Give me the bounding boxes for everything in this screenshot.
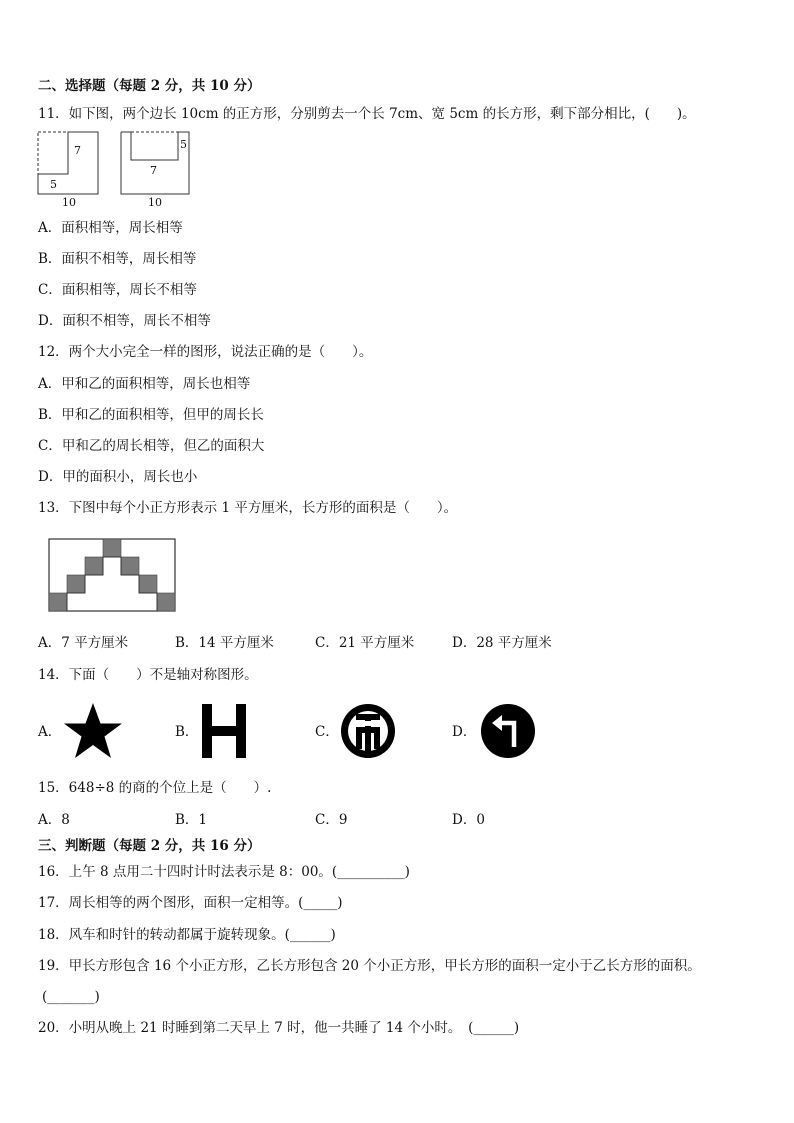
q14-option-a-label: A．	[38, 724, 62, 740]
section-heading-judge: 三、判断题（每题 2 分，共 16 分）	[38, 838, 261, 854]
star-icon	[62, 702, 124, 760]
q13-square	[103, 539, 121, 557]
q13-square	[121, 557, 139, 575]
q11-stem: 11．如下图，两个边长 10cm 的正方形，分别剪去一个长 7cm、宽 5cm 的长方形，剩下部分相比，( )。	[38, 106, 696, 122]
q13-option-c: C．21 平方厘米	[315, 635, 415, 651]
q12-stem: 12．两个大小完全一样的图形，说法正确的是（ ）。	[38, 344, 373, 360]
judge-item-20: 20．小明从晚上 21 时睡到第二天早上 7 时，他一共睡了 14 个小时。 (______)	[38, 1020, 520, 1036]
q11-option-d: D．面积不相等，周长不相等	[38, 313, 211, 329]
judge-item-16: 16．上午 8 点用二十四时计时法表示是 8：00。(__________)	[38, 864, 410, 880]
q11-option-c: C．面积相等，周长不相等	[38, 282, 197, 298]
q11-left-square	[38, 132, 98, 194]
q11-right-label-7: 7	[150, 164, 157, 177]
q15-option-c: C．9	[315, 812, 348, 828]
q13-square	[85, 557, 103, 575]
q13-square	[49, 593, 67, 611]
q11-figure	[36, 130, 206, 210]
turn-left-sign-icon	[480, 703, 536, 759]
q13-square	[67, 575, 85, 593]
letter-h-icon	[202, 704, 246, 758]
q13-square	[157, 593, 175, 611]
q11-right-label-5: 5	[180, 138, 187, 151]
q12-option-a: A．甲和乙的面积相等，周长也相等	[38, 376, 251, 392]
judge-item-17: 17．周长相等的两个图形，面积一定相等。(_____)	[38, 895, 343, 911]
q14-option-d-label: D．	[452, 724, 477, 740]
q15-stem: 15．648÷8 的商的个位上是（ ）.	[38, 780, 272, 796]
q11-right-label-10: 10	[148, 196, 162, 209]
q12-option-b: B．甲和乙的面积相等，但甲的周长长	[38, 407, 264, 423]
q11-option-b: B．面积不相等，周长相等	[38, 251, 197, 267]
q11-left-label-5: 5	[50, 178, 57, 191]
q15-option-b: B．1	[175, 812, 208, 828]
q11-left-label-7: 7	[74, 144, 81, 157]
q13-square	[139, 575, 157, 593]
q13-stem: 13．下图中每个小正方形表示 1 平方厘米，长方形的面积是（ ）。	[38, 500, 458, 516]
q15-option-a: A．8	[38, 812, 70, 828]
section-heading-choice: 二、选择题（每题 2 分，共 10 分）	[38, 78, 261, 94]
q13-option-d: D．28 平方厘米	[452, 635, 552, 651]
q14-option-c-label: C．	[315, 724, 339, 740]
q15-option-d: D．0	[452, 812, 485, 828]
q14-option-b-label: B．	[175, 724, 199, 740]
judge-item-19: 19．甲长方形包含 16 个小正方形，乙长方形包含 20 个小正方形，甲长方形的面积一定小于乙长方形的面积。	[38, 958, 701, 974]
judge-item-18: 18．风车和时针的转动都属于旋转现象。(______)	[38, 927, 336, 943]
q11-option-a: A．面积相等，周长相等	[38, 220, 183, 236]
q13-staircase-figure	[48, 538, 178, 614]
bank-logo-icon	[340, 703, 396, 759]
q13-option-a: A．7 平方厘米	[38, 635, 129, 651]
judge-item-19-blank: (_______)	[42, 989, 100, 1005]
q14-stem: 14．下面（ ）不是轴对称图形。	[38, 667, 258, 683]
q11-right-square	[121, 132, 189, 194]
q12-option-c: C．甲和乙的周长相等，但乙的面积大	[38, 438, 265, 454]
q13-option-b: B．14 平方厘米	[175, 635, 274, 651]
q12-option-d: D．甲的面积小，周长也小	[38, 469, 198, 485]
q11-left-label-10: 10	[62, 196, 76, 209]
